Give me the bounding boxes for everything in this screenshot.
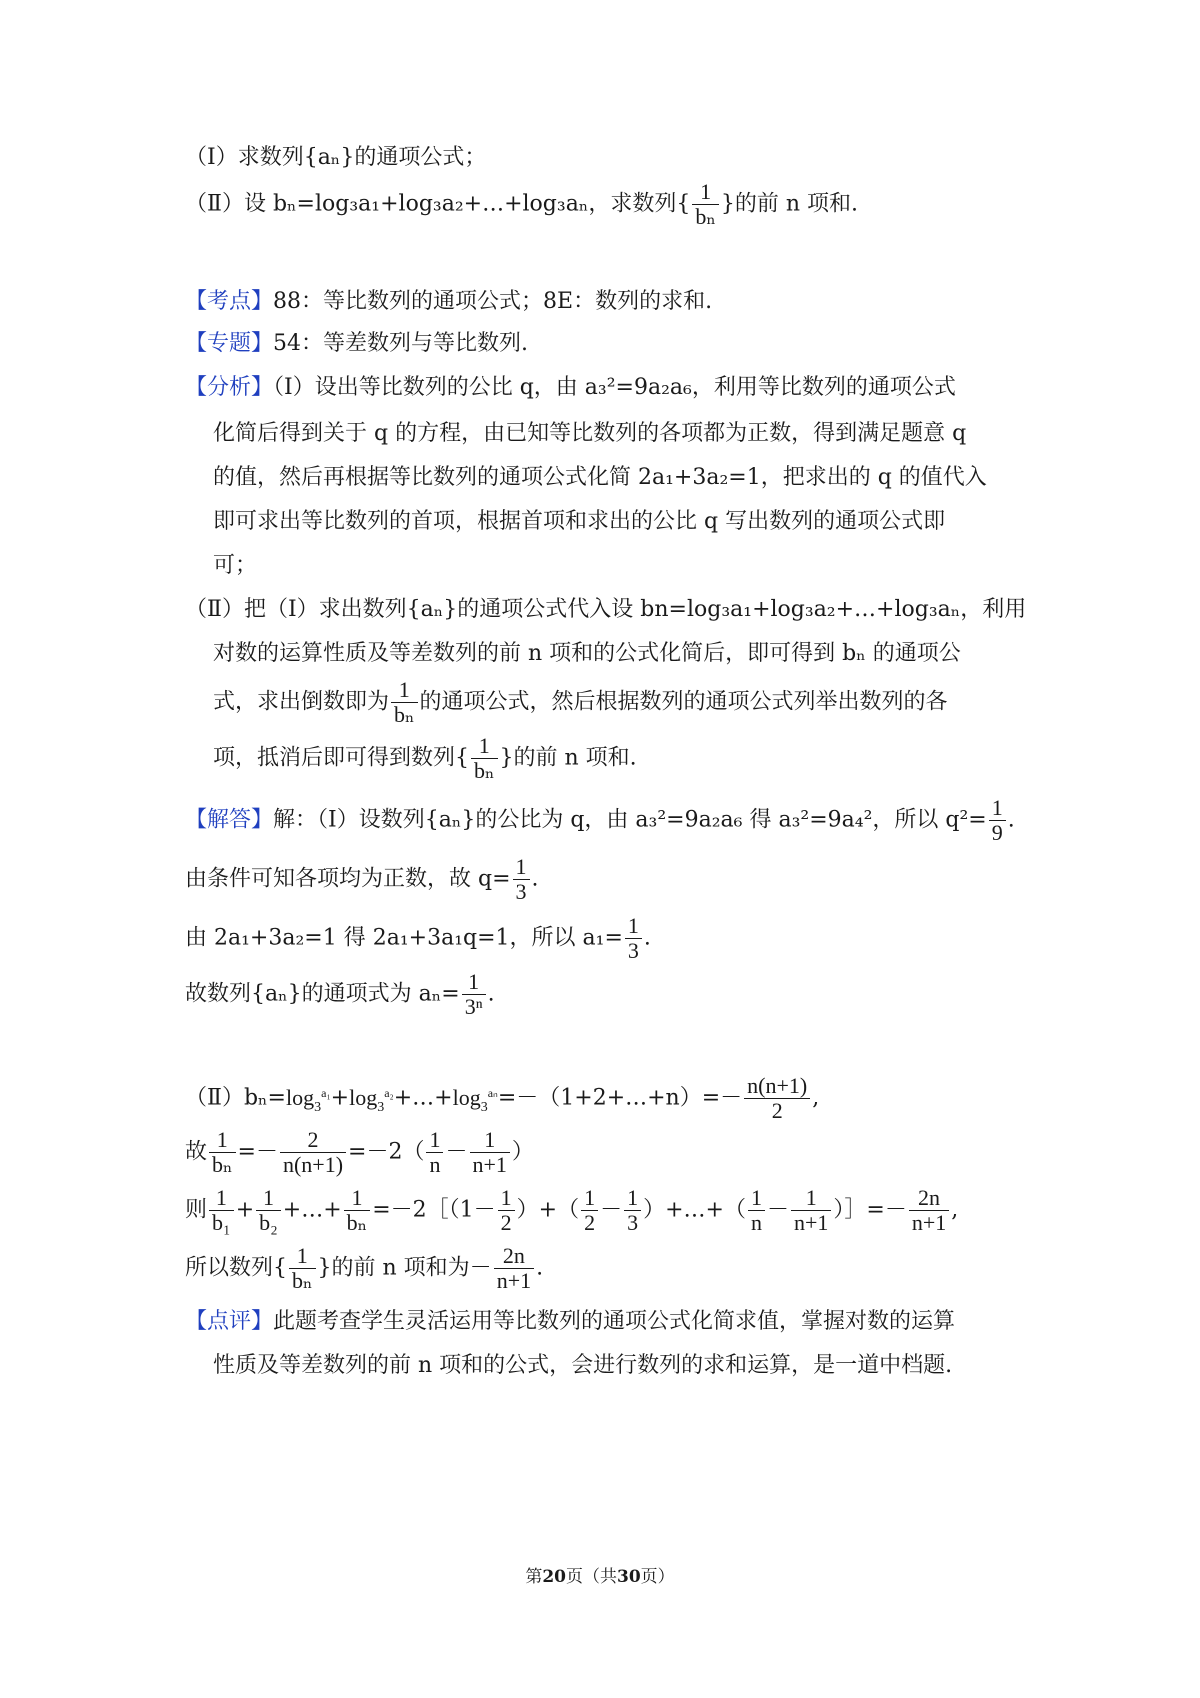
jieda-line-1: 【解答】解：（Ⅰ）设数列{aₙ}的公比为 q，由 a₃²=9a₂a₆ 得 a₃²=9a₄²，所以 q²= $\frac{1}{9}$ . bbox=[185, 795, 1015, 845]
fraction-2n-over-n1: $\frac{2n}{n+1}$ bbox=[494, 1244, 534, 1293]
question-part2-tail: }的前 n 项和. bbox=[720, 191, 859, 217]
fenxi-text-6: （Ⅱ）把（Ⅰ）求出数列{aₙ}的通项公式代入设 bn=log₃a₁+log₃a₂+…+log₃aₙ，利用 bbox=[185, 597, 1027, 622]
jieda-text-4: 故数列{aₙ}的通项式为 aₙ= bbox=[185, 981, 460, 1007]
fraction-1-over-3n: $\frac{1}{\text{3ⁿ}}$ bbox=[462, 970, 486, 1019]
fenxi-text-8a: 式，求出倒数即为 bbox=[213, 689, 390, 715]
kaodian-line bbox=[185, 286, 712, 318]
jieda-text-2: 由条件可知各项均为正数，故 q= bbox=[185, 866, 511, 892]
jieda-tag: 【解答】 bbox=[185, 807, 274, 833]
fraction-1-over-n: $\frac{1}{n}$ bbox=[748, 1186, 765, 1235]
fraction-1-over-bn: $\frac{1}{\text{bₙ}}$ bbox=[209, 1128, 236, 1177]
fenxi-line-1 bbox=[185, 372, 956, 404]
fenxi-line-2 bbox=[213, 418, 966, 450]
fraction-1-over-9: $\frac{1}{9}$ bbox=[989, 796, 1006, 845]
ze-label: 则 bbox=[185, 1197, 208, 1223]
fenxi-line-9 bbox=[213, 734, 637, 783]
fraction-1-over-b1: $\frac{1}{\text{b₁}}$ bbox=[209, 1186, 234, 1235]
gu-label: 故 bbox=[185, 1139, 208, 1165]
fenxi-tag: 【分析】 bbox=[185, 375, 274, 400]
dianping-line-2 bbox=[213, 1350, 952, 1382]
fenxi-text-1: （Ⅰ）设出等比数列的公比 q，由 a₃²=9a₂a₆，利用等比数列的通项公式 bbox=[273, 375, 956, 400]
fraction-1-over-bn: $\frac{1}{\text{bₙ}}$ bbox=[344, 1186, 371, 1235]
fenxi-line-7 bbox=[213, 638, 961, 670]
fenxi-text-9a: 项，抵消后即可得到数列{ bbox=[213, 745, 469, 771]
page-footer: 第20页（共30页） bbox=[525, 1567, 675, 1587]
fraction-1-over-2: $\frac{1}{2}$ bbox=[581, 1186, 598, 1235]
kaodian-text: 88：等比数列的通项公式；8E：数列的求和. bbox=[273, 289, 713, 314]
dianping-tag: 【点评】 bbox=[185, 1309, 274, 1334]
fraction-1-over-n1: $\frac{1}{n+1}$ bbox=[470, 1128, 510, 1177]
fraction-1-over-b2: $\frac{1}{\text{b₂}}$ bbox=[256, 1186, 281, 1235]
jieda-suo-line: 所以数列{ $\frac{1}{\text{bₙ}}$ }的前 n 项和为－ $\frac{2n}{n+1}$ . bbox=[185, 1243, 544, 1293]
fraction-1-over-n1: $\frac{1}{n+1}$ bbox=[791, 1186, 831, 1235]
fraction-n-n1-over-2: $\frac{n(n+1)}{2}$ bbox=[744, 1074, 810, 1123]
fraction-1-over-2: $\frac{1}{2}$ bbox=[498, 1186, 515, 1235]
question-part2-text: （Ⅱ）设 bₙ=log₃a₁+log₃a₂+…+log₃aₙ，求数列{ bbox=[185, 191, 691, 217]
fraction-1-over-bn: $\frac{1}{\text{bₙ}}$ bbox=[391, 678, 418, 727]
question-part2 bbox=[185, 180, 858, 229]
fenxi-line-3 bbox=[213, 462, 987, 494]
jieda-text-1: 解：（Ⅰ）设数列{aₙ}的公比为 q，由 a₃²=9a₂a₆ 得 a₃²=9a₄²，所以 q²= bbox=[273, 807, 987, 833]
fenxi-line-4 bbox=[213, 506, 945, 538]
fraction-1-over-bn: $\frac{1}{\text{bₙ}}$ bbox=[692, 180, 719, 229]
fenxi-line-5 bbox=[213, 550, 257, 582]
jieda-line-3: 由 2a₁+3a₂=1 得 2a₁+3a₁q=1，所以 a₁= $\frac{1}{3}$ . bbox=[185, 913, 651, 963]
fraction-1-over-bn: $\frac{1}{\text{bₙ}}$ bbox=[471, 734, 498, 783]
part2-bn-label: （Ⅱ）bₙ= bbox=[185, 1085, 286, 1111]
part2-sum-text: =－（1+2+…+n）=－ bbox=[497, 1085, 743, 1111]
fraction-1-over-3: $\frac{1}{3}$ bbox=[624, 1186, 641, 1235]
zhuanti-text: 54：等差数列与等比数列. bbox=[273, 331, 529, 356]
jieda-text-3: 由 2a₁+3a₂=1 得 2a₁+3a₁q=1，所以 a₁= bbox=[185, 925, 623, 951]
log-term-n: $\log_3^{a_n}$ bbox=[452, 1084, 498, 1115]
question-part1-text: （Ⅰ）求数列{aₙ}的通项公式； bbox=[185, 145, 487, 170]
fenxi-line-6 bbox=[185, 594, 1026, 626]
zhuanti-tag: 【专题】 bbox=[185, 331, 274, 356]
jieda-gu-line: 故 $\frac{1}{\text{bₙ}}$ =－ $\frac{2}{n(n+1)}$ =－2（ $\frac{1}{n}$ － $\frac{1}{n+1}$ ） bbox=[185, 1127, 534, 1177]
fenxi-text-9b: }的前 n 项和. bbox=[499, 745, 637, 771]
jieda-ze-line: 则 $\frac{1}{\text{b₁}}$ + $\frac{1}{\text{b₂}}$ +…+ $\frac{1}{\text{bₙ}}$ =－2［（1－ $\frac{1}{2}$ ）+（ $\frac{1}{2}$ － $\frac{1}{3}$ ）+…+（ $\frac{1}{n}$ － $\frac{1}{n+1}$ ）］=－ $\frac{2n}{n+1}$ , bbox=[185, 1185, 959, 1235]
fraction-2n-over-n1: $\frac{2n}{n+1}$ bbox=[909, 1186, 949, 1235]
jieda-line-2: 由条件可知各项均为正数，故 q= $\frac{1}{3}$ . bbox=[185, 854, 539, 904]
fraction-2-over-n-n1: $\frac{2}{n(n+1)}$ bbox=[280, 1128, 346, 1177]
fenxi-text-2: 化简后得到关于 q 的方程，由已知等比数列的各项都为正数，得到满足题意 q bbox=[213, 421, 967, 446]
log-term-1: $\log_3^{a_1}$ bbox=[286, 1084, 331, 1115]
fraction-1-over-3: $\frac{1}{3}$ bbox=[625, 914, 642, 963]
kaodian-tag: 【考点】 bbox=[185, 289, 274, 314]
fraction-1-over-n: $\frac{1}{n}$ bbox=[426, 1128, 443, 1177]
jieda-part2-line: $(Ⅱ)b_n=\log_3^{a_1}+\log_3^{a_2}+\dots+\log_3^{a_n}=-(1+2+\dots+n)=-$ $\frac{n(n+1)}{2}$ , bbox=[185, 1073, 820, 1123]
fenxi-line-8 bbox=[213, 678, 948, 727]
page-total: 30 bbox=[617, 1567, 641, 1587]
fenxi-text-5: 可； bbox=[213, 553, 258, 578]
dianping-line-1 bbox=[185, 1306, 955, 1338]
log-term-2: $\log_3^{a_2}$ bbox=[349, 1084, 394, 1115]
fenxi-text-7: 对数的运算性质及等差数列的前 n 项和的公式化简后，即可得到 bₙ 的通项公 bbox=[213, 641, 961, 666]
dianping-text-2: 性质及等差数列的前 n 项和的公式，会进行数列的求和运算，是一道中档题. bbox=[213, 1353, 953, 1378]
fraction-1-over-bn: $\frac{1}{\text{bₙ}}$ bbox=[289, 1244, 316, 1293]
fenxi-text-8b: 的通项公式，然后根据数列的通项公式列举出数列的各 bbox=[419, 689, 948, 715]
fraction-1-over-3: $\frac{1}{3}$ bbox=[513, 855, 530, 904]
suo-label: 所以数列{ bbox=[185, 1255, 287, 1281]
zhuanti-line bbox=[185, 328, 528, 360]
fenxi-text-4: 即可求出等比数列的首项，根据首项和求出的公比 q 写出数列的通项公式即 bbox=[213, 509, 946, 534]
question-part1 bbox=[185, 142, 486, 174]
jieda-line-4: 故数列{aₙ}的通项式为 aₙ= $\frac{1}{\text{3ⁿ}}$ . bbox=[185, 969, 495, 1019]
fenxi-text-3: 的值，然后再根据等比数列的通项公式化简 2a₁+3a₂=1，把求出的 q 的值代入 bbox=[213, 465, 987, 490]
page-number: 20 bbox=[542, 1567, 566, 1587]
dianping-text-1: 此题考查学生灵活运用等比数列的通项公式化简求值，掌握对数的运算 bbox=[273, 1309, 956, 1334]
